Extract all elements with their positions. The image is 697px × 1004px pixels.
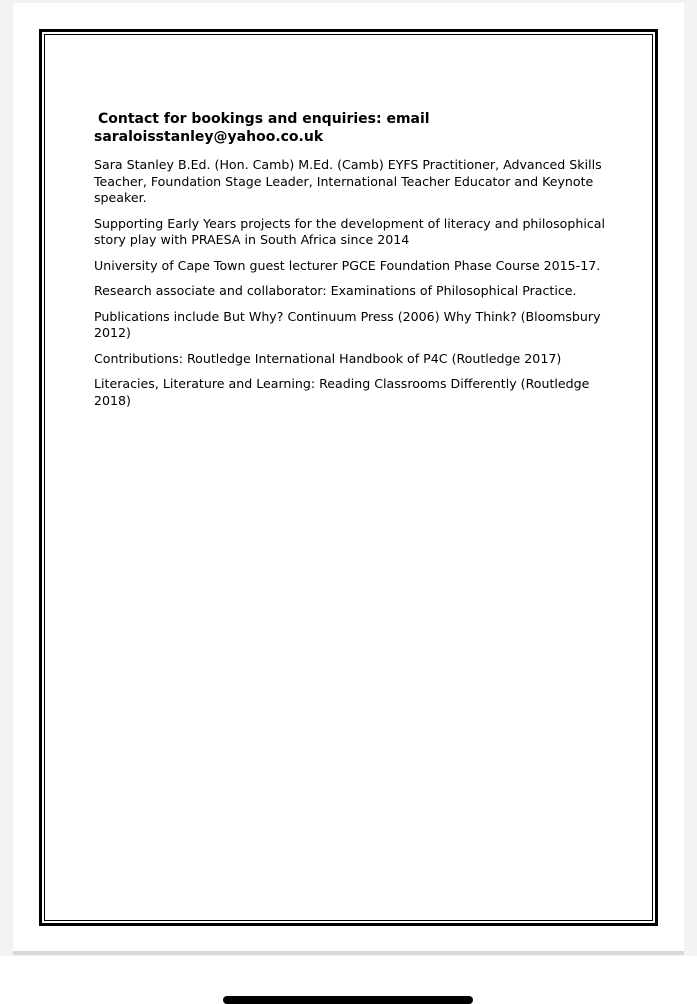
contributions-paragraph: Contributions: Routledge International Handbook of P4C (Routledge 2017) bbox=[94, 350, 562, 366]
bio-paragraph: Sara Stanley B.Ed. (Hon. Camb) M.Ed. (Camb) EYFS Practitioner, Advanced Skills Teacher, Foundation Stage Leader, International Teacher Educator and Keynote speaker. bbox=[94, 157, 602, 205]
page-content bbox=[94, 110, 614, 418]
contact-heading-text: Contact for bookings and enquiries: email bbox=[98, 111, 430, 127]
research-paragraph: Research associate and collaborator: Examinations of Philosophical Practice. bbox=[94, 283, 577, 298]
home-indicator[interactable] bbox=[223, 996, 473, 1004]
publications-paragraph: Publications include But Why? Continuum Press (2006) Why Think? (Bloomsbury 2012) bbox=[94, 308, 601, 340]
contact-email: saraloisstanley@yahoo.co.uk bbox=[94, 129, 324, 145]
literacies-paragraph: Literacies, Literature and Learning: Reading Classrooms Differently (Routledge 2018) bbox=[94, 376, 590, 408]
contact-heading bbox=[94, 110, 614, 146]
page-bottom-edge bbox=[13, 951, 684, 955]
projects-paragraph: Supporting Early Years projects for the development of literacy and philosophical story play with PRAESA in South Africa since 2014 bbox=[94, 215, 605, 247]
lecturer-paragraph: University of Cape Town guest lecturer PGCE Foundation Phase Course 2015-17. bbox=[94, 257, 601, 273]
